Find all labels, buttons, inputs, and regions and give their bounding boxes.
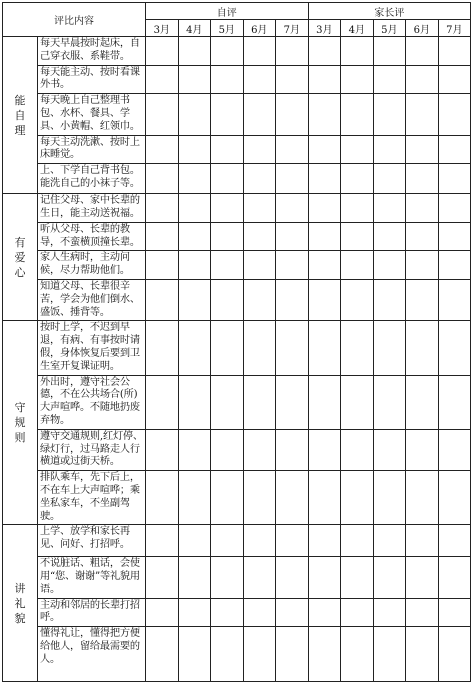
self-eval-cell[interactable] <box>178 525 211 557</box>
self-eval-cell[interactable] <box>178 471 211 525</box>
parent-eval-header: 家长评 <box>308 3 471 20</box>
parent-eval-cell[interactable] <box>341 429 374 470</box>
parent-eval-cell[interactable] <box>341 471 374 525</box>
category-char: 规 <box>14 416 26 430</box>
parent-eval-cell[interactable] <box>406 251 439 280</box>
parent-eval-cell[interactable] <box>373 375 406 429</box>
self-eval-cell[interactable] <box>276 627 309 682</box>
self-eval-cell[interactable] <box>211 557 244 598</box>
self-eval-cell[interactable] <box>211 598 244 627</box>
category-label <box>3 37 38 194</box>
self-eval-cell[interactable] <box>276 164 309 194</box>
parent-eval-cell[interactable] <box>373 321 406 375</box>
parent-eval-cell[interactable] <box>373 557 406 598</box>
parent-eval-cell[interactable] <box>373 279 406 320</box>
self-eval-cell[interactable] <box>178 321 211 375</box>
self-eval-cell[interactable] <box>243 65 276 94</box>
parent-eval-cell[interactable] <box>373 37 406 66</box>
category-char: 爱 <box>14 250 26 264</box>
self-eval-cell[interactable] <box>211 429 244 470</box>
parent-eval-cell[interactable] <box>341 598 374 627</box>
self-eval-cell[interactable] <box>276 471 309 525</box>
parent-eval-cell[interactable] <box>438 37 471 66</box>
self-eval-cell[interactable] <box>211 164 244 194</box>
parent-eval-cell[interactable] <box>308 375 341 429</box>
self-eval-cell[interactable] <box>146 37 179 66</box>
category-label <box>3 525 38 682</box>
category-char: 有 <box>14 235 26 249</box>
self-eval-cell[interactable] <box>211 279 244 320</box>
self-eval-cell[interactable] <box>211 94 244 135</box>
self-eval-cell[interactable] <box>243 598 276 627</box>
parent-eval-cell[interactable] <box>308 598 341 627</box>
criterion-text: 家人生病时，主动问候，尽力帮助他们。 <box>38 251 146 280</box>
parent-eval-cell[interactable] <box>406 375 439 429</box>
self-eval-cell[interactable] <box>243 321 276 375</box>
parent-eval-cell[interactable] <box>438 627 471 682</box>
category-char: 礼 <box>14 596 26 610</box>
self-eval-cell[interactable] <box>178 279 211 320</box>
category-char: 讲 <box>14 581 26 595</box>
criterion-text: 记住父母、家中长辈的生日，能主动送祝福。 <box>38 194 146 223</box>
self-eval-cell[interactable] <box>211 321 244 375</box>
table-row <box>3 251 471 280</box>
parent-eval-cell[interactable] <box>438 135 471 164</box>
self-eval-cell[interactable] <box>211 251 244 280</box>
category-char: 心 <box>14 265 26 279</box>
category-label <box>3 194 38 321</box>
parent-eval-cell[interactable] <box>341 557 374 598</box>
table-row <box>3 321 471 375</box>
category-char: 守 <box>14 401 26 415</box>
parent-eval-cell[interactable] <box>308 321 341 375</box>
table-row <box>3 222 471 251</box>
self-eval-cell[interactable] <box>276 222 309 251</box>
evaluation-table <box>2 2 471 682</box>
parent-eval-cell[interactable] <box>308 557 341 598</box>
parent-eval-cell[interactable] <box>308 627 341 682</box>
criterion-text: 主动和邻居的长辈打招呼。 <box>38 598 146 627</box>
parent-eval-cell[interactable] <box>341 164 374 194</box>
parent-eval-cell[interactable] <box>406 222 439 251</box>
self-eval-cell[interactable] <box>178 164 211 194</box>
parent-eval-cell[interactable] <box>341 37 374 66</box>
parent-eval-cell[interactable] <box>308 222 341 251</box>
table-row <box>3 164 471 194</box>
self-eval-cell[interactable] <box>243 37 276 66</box>
category-char: 自 <box>14 108 26 122</box>
table-row <box>3 525 471 557</box>
criterion-text: 按时上学，不迟到早退，有病、有事按时请假，身体恢复后要到卫生室开复课证明。 <box>38 321 146 375</box>
parent-eval-cell[interactable] <box>341 279 374 320</box>
parent-eval-cell[interactable] <box>406 164 439 194</box>
parent-eval-cell[interactable] <box>341 251 374 280</box>
criterion-text: 上学、放学和家长再见、问好、打招呼。 <box>38 525 146 557</box>
parent-eval-cell[interactable] <box>406 279 439 320</box>
parent-eval-cell[interactable] <box>308 94 341 135</box>
self-eval-cell[interactable] <box>276 37 309 66</box>
category-char: 貌 <box>14 611 26 625</box>
self-eval-cell[interactable] <box>243 627 276 682</box>
self-eval-cell[interactable] <box>146 598 179 627</box>
criterion-text: 每天主动洗漱、按时上床睡觉。 <box>38 135 146 164</box>
criterion-text: 懂得礼让，懂得把方便给他人，留给最需要的人。 <box>38 627 146 682</box>
parent-eval-cell[interactable] <box>406 65 439 94</box>
self-eval-cell[interactable] <box>211 37 244 66</box>
parent-eval-cell[interactable] <box>406 557 439 598</box>
self-eval-cell[interactable] <box>276 94 309 135</box>
parent-eval-cell[interactable] <box>308 429 341 470</box>
table-row <box>3 135 471 164</box>
table-row <box>3 429 471 470</box>
self-eval-cell[interactable] <box>146 471 179 525</box>
self-eval-cell[interactable] <box>146 251 179 280</box>
table-row <box>3 598 471 627</box>
parent-eval-cell[interactable] <box>406 94 439 135</box>
parent-eval-cell[interactable] <box>373 164 406 194</box>
self-eval-cell[interactable] <box>276 135 309 164</box>
self-eval-cell[interactable] <box>146 557 179 598</box>
self-eval-cell[interactable] <box>243 194 276 223</box>
parent-eval-cell[interactable] <box>373 598 406 627</box>
self-eval-cell[interactable] <box>211 471 244 525</box>
table-row <box>3 627 471 682</box>
self-eval-cell[interactable] <box>146 525 179 557</box>
self-eval-cell[interactable] <box>243 222 276 251</box>
self-eval-cell[interactable] <box>211 627 244 682</box>
self-eval-cell[interactable] <box>146 375 179 429</box>
self-eval-cell[interactable] <box>211 525 244 557</box>
parent-eval-cell[interactable] <box>308 65 341 94</box>
parent-eval-cell[interactable] <box>438 164 471 194</box>
criterion-text: 每天早晨按时起床，自己穿衣服、系鞋带。 <box>38 37 146 66</box>
criterion-text: 外出时，遵守社会公德，不在公共场合(所)大声喧哗。不随地扔废弃物。 <box>38 375 146 429</box>
self-month-header: 7月 <box>276 20 309 37</box>
self-eval-cell[interactable] <box>178 557 211 598</box>
self-eval-cell[interactable] <box>146 65 179 94</box>
parent-eval-cell[interactable] <box>373 429 406 470</box>
self-eval-cell[interactable] <box>146 279 179 320</box>
parent-eval-cell[interactable] <box>438 194 471 223</box>
self-month-header: 5月 <box>211 20 244 37</box>
parent-month-header: 6月 <box>406 20 439 37</box>
self-eval-cell[interactable] <box>276 251 309 280</box>
self-eval-cell[interactable] <box>276 525 309 557</box>
self-eval-cell[interactable] <box>243 557 276 598</box>
self-eval-cell[interactable] <box>276 65 309 94</box>
self-eval-cell[interactable] <box>243 279 276 320</box>
parent-eval-cell[interactable] <box>406 37 439 66</box>
self-eval-cell[interactable] <box>243 471 276 525</box>
parent-eval-cell[interactable] <box>308 37 341 66</box>
self-eval-cell[interactable] <box>146 194 179 223</box>
self-eval-cell[interactable] <box>146 321 179 375</box>
self-eval-cell[interactable] <box>276 429 309 470</box>
parent-eval-cell[interactable] <box>308 525 341 557</box>
parent-eval-cell[interactable] <box>341 321 374 375</box>
self-eval-cell[interactable] <box>276 279 309 320</box>
parent-eval-cell[interactable] <box>308 251 341 280</box>
parent-eval-cell[interactable] <box>373 194 406 223</box>
parent-eval-cell[interactable] <box>341 222 374 251</box>
table-row <box>3 94 471 135</box>
parent-eval-cell[interactable] <box>373 251 406 280</box>
parent-eval-cell[interactable] <box>308 471 341 525</box>
parent-eval-cell[interactable] <box>438 65 471 94</box>
self-eval-cell[interactable] <box>178 135 211 164</box>
criterion-text: 上、下学自己背书包。能洗自己的小袜子等。 <box>38 164 146 194</box>
criterion-text: 排队乘车，先下后上，不在车上大声喧哗；乘坐私家车，不坐副驾驶。 <box>38 471 146 525</box>
self-eval-cell[interactable] <box>178 627 211 682</box>
parent-eval-cell[interactable] <box>406 598 439 627</box>
parent-eval-cell[interactable] <box>438 471 471 525</box>
self-eval-cell[interactable] <box>276 598 309 627</box>
category-char: 理 <box>14 123 26 137</box>
self-eval-cell[interactable] <box>178 194 211 223</box>
parent-eval-cell[interactable] <box>373 525 406 557</box>
criterion-text: 遵守交通规则,红灯停、绿灯行，过马路走人行横道或过街天桥。 <box>38 429 146 470</box>
parent-eval-cell[interactable] <box>438 557 471 598</box>
parent-eval-cell[interactable] <box>308 164 341 194</box>
table-row <box>3 65 471 94</box>
self-eval-cell[interactable] <box>243 135 276 164</box>
self-eval-cell[interactable] <box>178 598 211 627</box>
parent-eval-cell[interactable] <box>438 429 471 470</box>
parent-eval-cell[interactable] <box>406 525 439 557</box>
category-char: 则 <box>14 431 26 445</box>
self-eval-cell[interactable] <box>146 94 179 135</box>
self-eval-cell[interactable] <box>243 525 276 557</box>
parent-month-header: 4月 <box>341 20 374 37</box>
criterion-text: 知道父母、长辈很辛苦，学会为他们倒水、盛饭、捶背等。 <box>38 279 146 320</box>
parent-eval-cell[interactable] <box>341 194 374 223</box>
parent-eval-cell[interactable] <box>308 135 341 164</box>
parent-eval-cell[interactable] <box>341 627 374 682</box>
table-row <box>3 557 471 598</box>
parent-eval-cell[interactable] <box>438 251 471 280</box>
parent-eval-cell[interactable] <box>438 375 471 429</box>
self-eval-cell[interactable] <box>276 321 309 375</box>
parent-eval-cell[interactable] <box>406 627 439 682</box>
self-eval-cell[interactable] <box>243 251 276 280</box>
criterion-text: 听从父母、长辈的教导，不蛮横顶撞长辈。 <box>38 222 146 251</box>
parent-eval-cell[interactable] <box>406 321 439 375</box>
criterion-text: 每天能主动、按时看课外书。 <box>38 65 146 94</box>
parent-eval-cell[interactable] <box>438 279 471 320</box>
parent-month-header: 3月 <box>308 20 341 37</box>
parent-eval-cell[interactable] <box>438 525 471 557</box>
criterion-text: 不说脏话、粗话，会使用“您、谢谢”等礼貌用语。 <box>38 557 146 598</box>
parent-eval-cell[interactable] <box>438 222 471 251</box>
category-label <box>3 321 38 525</box>
self-eval-cell[interactable] <box>178 375 211 429</box>
table-row <box>3 37 471 66</box>
self-eval-cell[interactable] <box>146 429 179 470</box>
parent-eval-cell[interactable] <box>341 94 374 135</box>
self-eval-header: 自评 <box>146 3 309 20</box>
table-row <box>3 279 471 320</box>
parent-eval-cell[interactable] <box>406 194 439 223</box>
parent-eval-cell[interactable] <box>406 471 439 525</box>
self-eval-cell[interactable] <box>178 222 211 251</box>
parent-eval-cell[interactable] <box>406 429 439 470</box>
parent-eval-cell[interactable] <box>373 94 406 135</box>
self-eval-cell[interactable] <box>146 164 179 194</box>
self-eval-cell[interactable] <box>178 65 211 94</box>
parent-eval-cell[interactable] <box>373 65 406 94</box>
self-eval-cell[interactable] <box>211 194 244 223</box>
parent-eval-cell[interactable] <box>341 135 374 164</box>
self-eval-cell[interactable] <box>178 251 211 280</box>
self-month-header: 4月 <box>178 20 211 37</box>
self-eval-cell[interactable] <box>211 375 244 429</box>
table-row <box>3 375 471 429</box>
parent-eval-cell[interactable] <box>341 65 374 94</box>
self-month-header: 6月 <box>243 20 276 37</box>
self-eval-cell[interactable] <box>211 222 244 251</box>
self-eval-cell[interactable] <box>211 65 244 94</box>
self-eval-cell[interactable] <box>146 627 179 682</box>
criterion-text: 每天晚上自己整理书包、水杯、餐具、学具、小黄帽、红领巾。 <box>38 94 146 135</box>
self-eval-cell[interactable] <box>276 194 309 223</box>
self-eval-cell[interactable] <box>146 222 179 251</box>
self-eval-cell[interactable] <box>243 429 276 470</box>
self-eval-cell[interactable] <box>243 164 276 194</box>
self-eval-cell[interactable] <box>146 135 179 164</box>
table-row <box>3 194 471 223</box>
category-char: 能 <box>14 93 26 107</box>
parent-eval-cell[interactable] <box>373 222 406 251</box>
parent-eval-cell[interactable] <box>406 135 439 164</box>
self-eval-cell[interactable] <box>178 37 211 66</box>
self-eval-cell[interactable] <box>276 375 309 429</box>
content-header: 评比内容 <box>3 3 146 37</box>
self-eval-cell[interactable] <box>178 94 211 135</box>
parent-month-header: 7月 <box>438 20 471 37</box>
self-eval-cell[interactable] <box>178 429 211 470</box>
self-eval-cell[interactable] <box>243 375 276 429</box>
parent-eval-cell[interactable] <box>308 279 341 320</box>
parent-eval-cell[interactable] <box>373 471 406 525</box>
self-eval-cell[interactable] <box>276 557 309 598</box>
parent-month-header: 5月 <box>373 20 406 37</box>
parent-eval-cell[interactable] <box>373 135 406 164</box>
parent-eval-cell[interactable] <box>438 321 471 375</box>
parent-eval-cell[interactable] <box>341 375 374 429</box>
parent-eval-cell[interactable] <box>438 598 471 627</box>
self-eval-cell[interactable] <box>211 135 244 164</box>
parent-eval-cell[interactable] <box>341 525 374 557</box>
parent-eval-cell[interactable] <box>308 194 341 223</box>
parent-eval-cell[interactable] <box>373 627 406 682</box>
self-eval-cell[interactable] <box>243 94 276 135</box>
table-row <box>3 471 471 525</box>
parent-eval-cell[interactable] <box>438 94 471 135</box>
self-month-header: 3月 <box>146 20 179 37</box>
